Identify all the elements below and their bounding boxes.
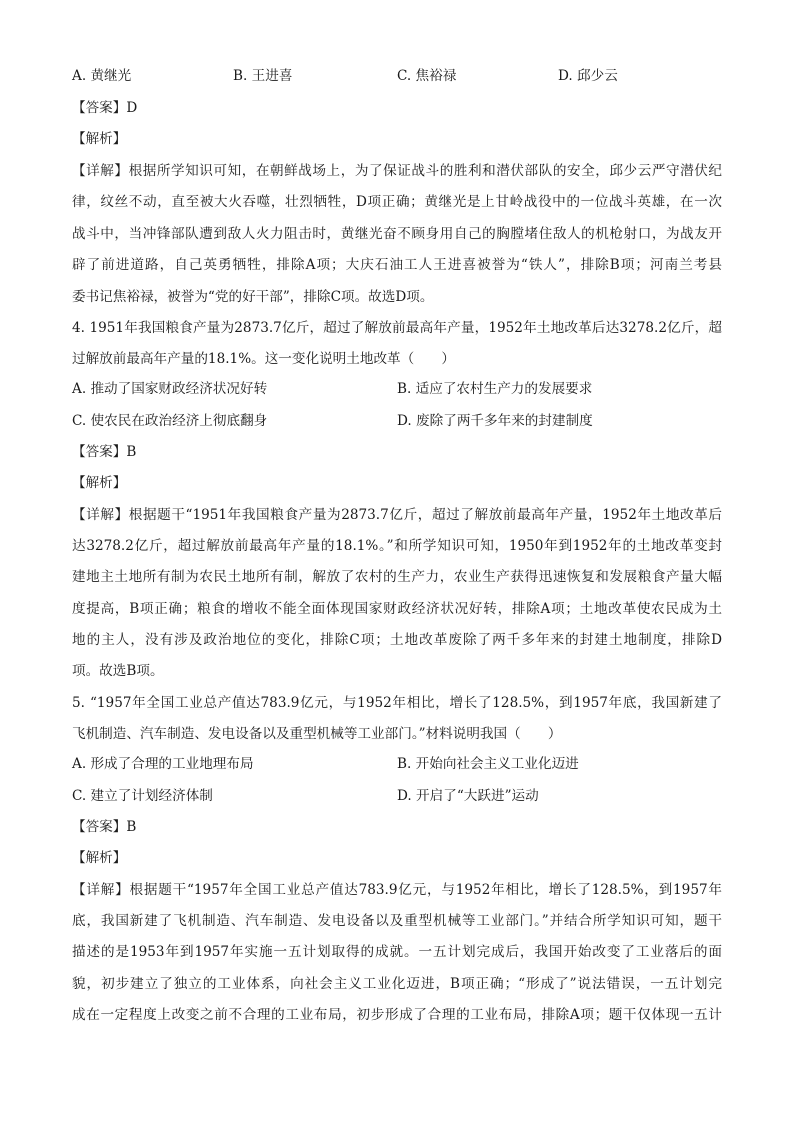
q4-option-b: B. 适应了农村生产力的发展要求 bbox=[397, 381, 593, 397]
q3-detail-line: 律，纹丝不动，直至被大火吞噬，壮烈牺牲，D项正确；黄继光是上甘岭战役中的一位战斗英雄，在一次 bbox=[72, 194, 722, 210]
q4-option-d: D. 废除了两千多年来的封建制度 bbox=[397, 413, 593, 429]
q4-stem-line: 过解放前最高年产量的18.1%。这一变化说明土地改革（ ） bbox=[72, 351, 456, 367]
q4-detail-line: 达3278.2亿斤，超过解放前最高年产量的18.1%。”和所学知识可知，1950年到1952年的土地改革变封 bbox=[72, 538, 722, 554]
q5-detail-line: 成在一定程度上改变之前不合理的工业布局，初步形成了合理的工业布局，排除A项；题干仅体现一五计 bbox=[72, 1007, 722, 1023]
q5-option-a: A. 形成了合理的工业地理布局 bbox=[72, 756, 254, 772]
q3-detail-line: 战斗中，当冲锋部队遭到敌人火力阻击时，黄继光奋不顾身用自己的胸膛堵住敌人的机枪射口，为战友开 bbox=[72, 226, 722, 242]
q3-detail-line: 【详解】根据所学知识可知，在朝鲜战场上，为了保证战斗的胜利和潜伏部队的安全，邱少云严守潜伏纪 bbox=[72, 163, 722, 179]
q4-stem-line: 4. 1951年我国粮食产量为2873.7亿斤，超过了解放前最高年产量，1952年土地改革后达3278.2亿斤，超 bbox=[72, 320, 722, 336]
q4-option-c: C. 使农民在政治经济上彻底翻身 bbox=[72, 413, 268, 429]
q5-option-c: C. 建立了计划经济体制 bbox=[72, 788, 213, 804]
q3-option-c: C. 焦裕禄 bbox=[397, 68, 457, 84]
q5-detail-line: 【详解】根据题干“1957年全国工业总产值达783.9亿元，与1952年相比，增长了128.5%，到1957年 bbox=[72, 882, 722, 898]
q4-detail-line: 建地主土地所有制为农民土地所有制，解放了农村的生产力，农业生产获得迅速恢复和发展粮食产量大幅 bbox=[72, 569, 722, 585]
q5-analysis-label: 【解析】 bbox=[72, 850, 127, 866]
q4-detail-line: 地的主人，没有涉及政治地位的变化，排除C项；土地改革废除了两千多年来的封建土地制度，排除D bbox=[72, 632, 722, 648]
q4-analysis-label: 【解析】 bbox=[72, 475, 127, 491]
q5-option-d: D. 开启了“大跃进”运动 bbox=[397, 788, 539, 804]
q5-detail-line: 貌，初步建立了独立的工业体系，向社会主义工业化迈进，B项正确；“形成了”说法错误，一五计划完 bbox=[72, 976, 722, 992]
q3-analysis-label: 【解析】 bbox=[72, 131, 127, 147]
q3-detail-line: 辟了前进道路，自己英勇牺牲，排除A项；大庆石油工人王进喜被誉为“铁人”，排除B项；河南兰考县 bbox=[72, 257, 722, 273]
q4-answer: 【答案】B bbox=[72, 444, 137, 460]
q5-stem-line: 5. “1957年全国工业总产值达783.9亿元，与1952年相比，增长了128.5%，到1957年底，我国新建了 bbox=[72, 695, 722, 711]
q3-detail-line: 委书记焦裕禄，被誉为“党的好干部”，排除C项。故选D项。 bbox=[72, 289, 434, 305]
q3-option-d: D. 邱少云 bbox=[558, 68, 618, 84]
q5-stem-line: 飞机制造、汽车制造、发电设备以及重型机械等工业部门。”材料说明我国（ ） bbox=[72, 726, 562, 742]
q4-detail-line: 度提高，B项正确；粮食的增收不能全面体现国家财政经济状况好转，排除A项；土地改革使农民成为土 bbox=[72, 601, 722, 617]
q4-detail-line: 项。故选B项。 bbox=[72, 663, 164, 679]
q4-option-a: A. 推动了国家财政经济状况好转 bbox=[72, 381, 268, 397]
q4-detail-line: 【详解】根据题干“1951年我国粮食产量为2873.7亿斤，超过了解放前最高年产量，1952年土地改革后 bbox=[72, 507, 722, 523]
q5-detail-line: 描述的是1953年到1957年实施一五计划取得的成就。一五计划完成后，我国开始改变了工业落后的面 bbox=[72, 944, 722, 960]
q5-option-b: B. 开始向社会主义工业化迈进 bbox=[397, 756, 579, 772]
q3-option-a: A. 黄继光 bbox=[72, 68, 132, 84]
q5-answer: 【答案】B bbox=[72, 819, 137, 835]
q5-detail-line: 底，我国新建了飞机制造、汽车制造、发电设备以及重型机械等工业部门。”并结合所学知识可知，题干 bbox=[72, 913, 722, 929]
q3-answer: 【答案】D bbox=[72, 100, 138, 116]
q3-option-b: B. 王进喜 bbox=[233, 68, 293, 84]
